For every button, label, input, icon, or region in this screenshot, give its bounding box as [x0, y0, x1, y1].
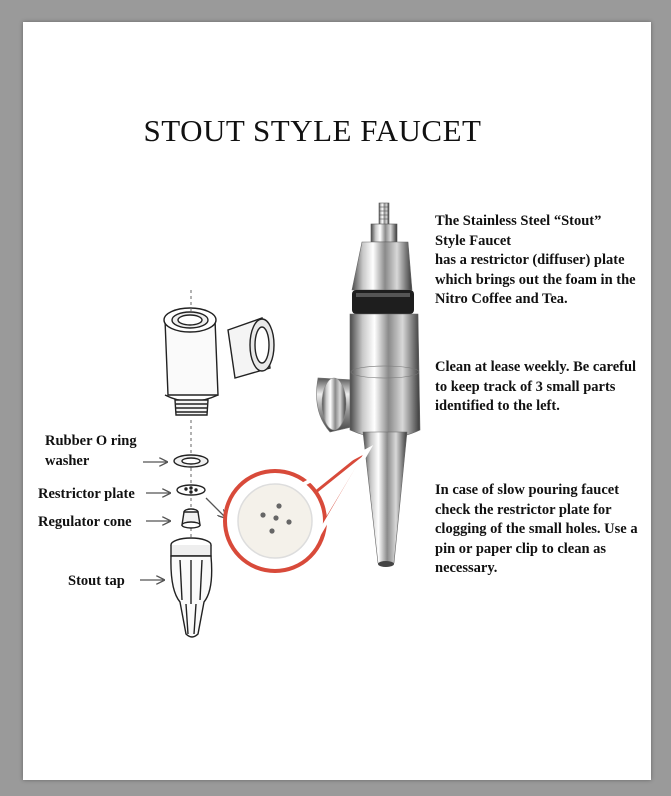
intro-line1: The Stainless Steel “Stout” [435, 213, 602, 229]
intro-line2: Style Faucet [435, 232, 512, 249]
label-restrictor-plate: Restrictor plate [38, 486, 135, 502]
page-title: STOUT STYLE FAUCET [143, 113, 482, 148]
label-stout-tap: Stout tap [68, 573, 125, 589]
restrictor-plate-drawing [177, 485, 205, 495]
label-rubber-o-ring [45, 431, 137, 471]
regulator-cone-drawing [182, 509, 200, 528]
stout-tap-drawing [171, 538, 212, 637]
faucet-body-drawing [164, 308, 274, 415]
label-rubber-o-ring-line2: washer [45, 453, 90, 469]
cleaning-paragraph: Clean at lease weekly. Be careful to keep track of 3 small parts identified to the left. [435, 359, 637, 414]
intro-line3: has a restrictor (diffuser) plate which brings out the foam in the Nitro Coffee and Tea. [435, 252, 636, 307]
o-ring-washer-drawing [174, 455, 208, 467]
intro-paragraph [435, 212, 645, 310]
slow-pour-paragraph: In case of slow pouring faucet check the restrictor plate for clogging of the small holes. Use a pin or paper clip to clean as necessary. [435, 482, 638, 576]
label-rubber-o-ring-line1: Rubber O ring [45, 433, 137, 449]
restrictor-plate-callout [225, 450, 368, 571]
label-regulator-cone: Regulator cone [38, 514, 132, 530]
